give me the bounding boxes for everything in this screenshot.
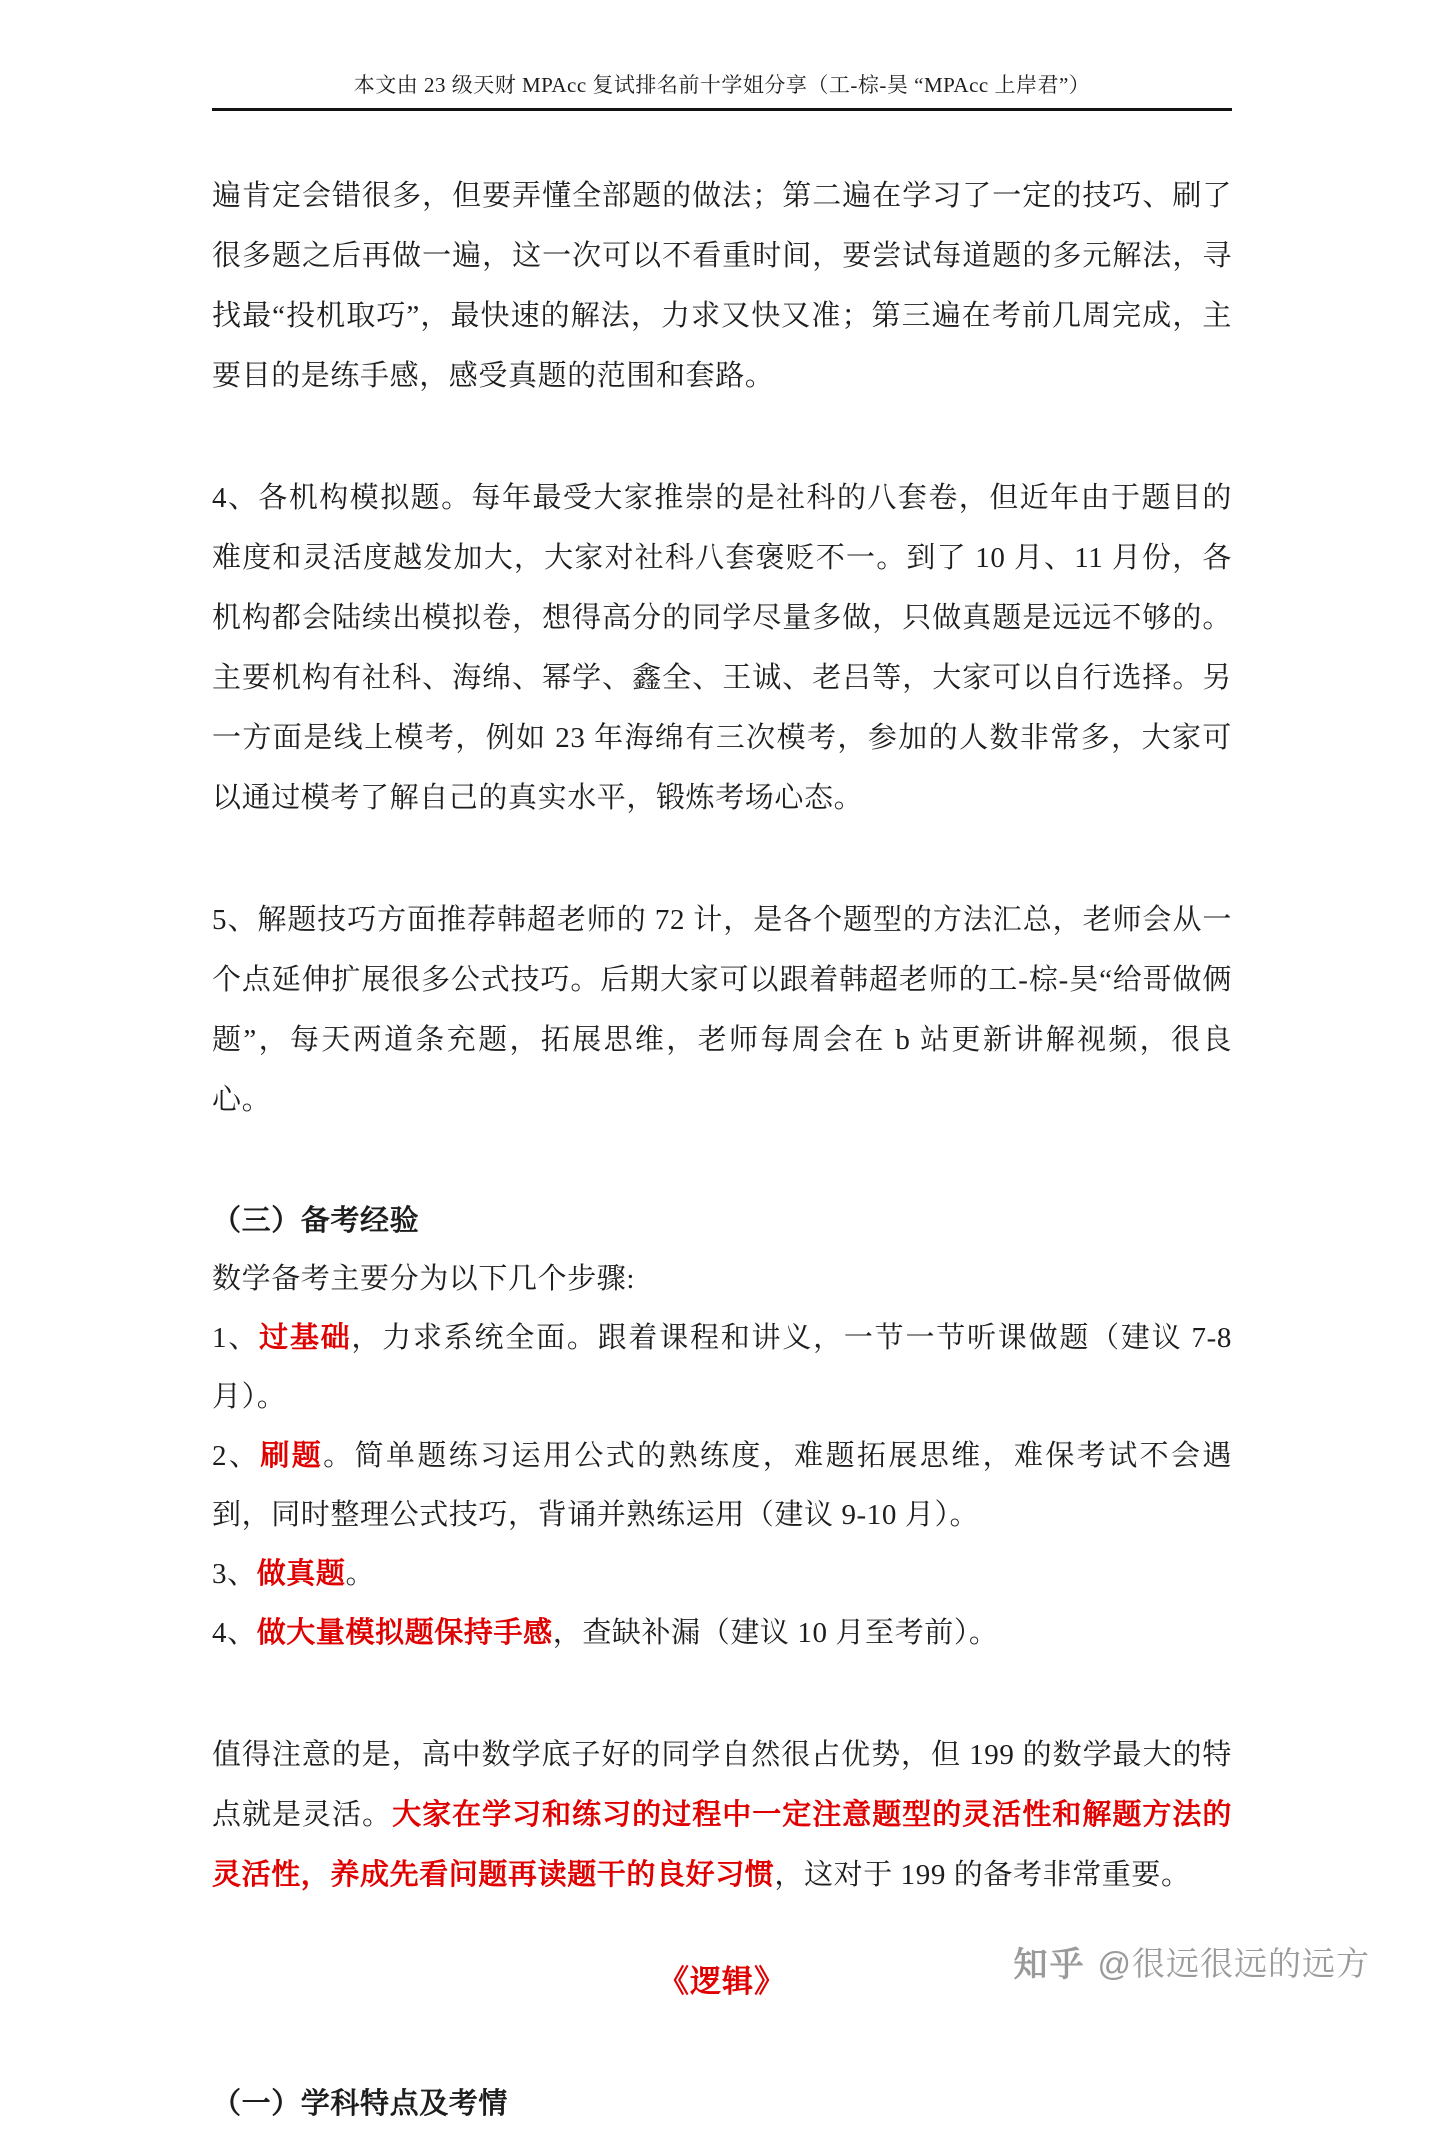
- paragraph-continued: 遍肯定会错很多，但要弄懂全部题的做法；第二遍在学习了一定的技巧、刷了很多题之后再做一遍，这一次可以不看重时间，要尝试每道题的多元解法，寻找最“投机取巧”，最快速的解法，力求又快又准；第三遍在考前几周完成，主要目的是练手感，感受真题的范围和套路。: [212, 180, 1232, 392]
- step-keyword: 做真题: [256, 1558, 346, 1590]
- step-number: 3、: [212, 1558, 257, 1590]
- spacer: [212, 2013, 1232, 2075]
- step-text: 。: [345, 1558, 376, 1590]
- logic-section-title: 《逻辑》: [658, 1964, 786, 1999]
- step-text: ，力求系统全面。跟着课程和讲义，一节一节听课做题（建议 7-8 月）。: [212, 1322, 1232, 1413]
- step-number: 1、: [212, 1322, 260, 1354]
- closing-highlight-text: 大家在学习和练习的过程中一定注意题型的灵活性和解题方法的灵活性，养成先看问题再读题干的良好习惯: [212, 1799, 1232, 1891]
- document-body: [212, 166, 1232, 2133]
- spacer: [212, 1130, 1232, 1192]
- closing-paragraph: [212, 1725, 1232, 1905]
- section-intro: 数学备考主要分为以下几个步骤:: [212, 1263, 636, 1295]
- step-keyword: 刷题: [260, 1440, 324, 1472]
- step-item-4: [212, 1604, 1232, 1663]
- closing-tail-text: ，这对于 199 的备考非常重要。: [774, 1859, 1191, 1891]
- page-header: [212, 70, 1232, 111]
- step-text: 。简单题练习运用公式的熟练度，难题拓展思维，难保考试不会遇到，同时整理公式技巧，背诵并熟练运用（建议 9-10 月）。: [212, 1440, 1233, 1531]
- step-text: ，查缺补漏（建议 10 月至考前）。: [552, 1617, 999, 1649]
- paragraph-item-4: 4、各机构模拟题。每年最受大家推崇的是社科的八套卷，但近年由于题目的难度和灵活度越发加大，大家对社科八套褒贬不一。到了 10 月、11 月份，各机构都会陆续出模拟卷，想得高分的同学尽量多做，只做真题是远远不够的。主要机构有社科、海绵、幂学、鑫全、王诚、老吕等，大家可以自行选择。另一方面是线上模考，例如 23 年海绵有三次模考，参加的人数非常多，大家可以通过模考了解自己的真实水平，锻炼考场心态。: [212, 482, 1232, 814]
- step-number: 4、: [212, 1617, 257, 1649]
- section-heading-prep-experience: （三）备考经验: [212, 1205, 420, 1237]
- spacer: [212, 406, 1232, 468]
- logic-subheading: （一）学科特点及考情: [212, 2088, 509, 2120]
- spacer: [212, 1663, 1232, 1725]
- step-item-1: [212, 1309, 1232, 1427]
- header-divider: [212, 108, 1232, 111]
- header-title: 本文由 23 级天财 MPAcc 复试排名前十学姐分享（工-棕-昊 “MPAcc 上岸君”）: [353, 73, 1091, 97]
- step-number: 2、: [212, 1440, 261, 1472]
- step-item-3: [212, 1545, 1232, 1604]
- step-keyword: 过基础: [259, 1322, 352, 1354]
- zhihu-logo-icon: 知乎: [1013, 1946, 1086, 1984]
- watermark-author: @很远很远的远方: [1097, 1945, 1370, 1982]
- spacer: [212, 828, 1232, 890]
- closing-lead-text: 值得注意的是，高中数学底子好的同学自然很占优势，但 199 的数学最大的特点就是灵活。: [212, 1739, 1232, 1831]
- step-item-2: [212, 1427, 1232, 1545]
- watermark: [1014, 1937, 1371, 1986]
- step-keyword: 做大量模拟题保持手感: [256, 1617, 553, 1649]
- paragraph-item-5: 5、解题技巧方面推荐韩超老师的 72 计，是各个题型的方法汇总，老师会从一个点延伸扩展很多公式技巧。后期大家可以跟着韩超老师的工-棕-昊“给哥做俩题”，每天两道条充题，拓展思维，老师每周会在 b 站更新讲解视频，很良心。: [212, 904, 1232, 1116]
